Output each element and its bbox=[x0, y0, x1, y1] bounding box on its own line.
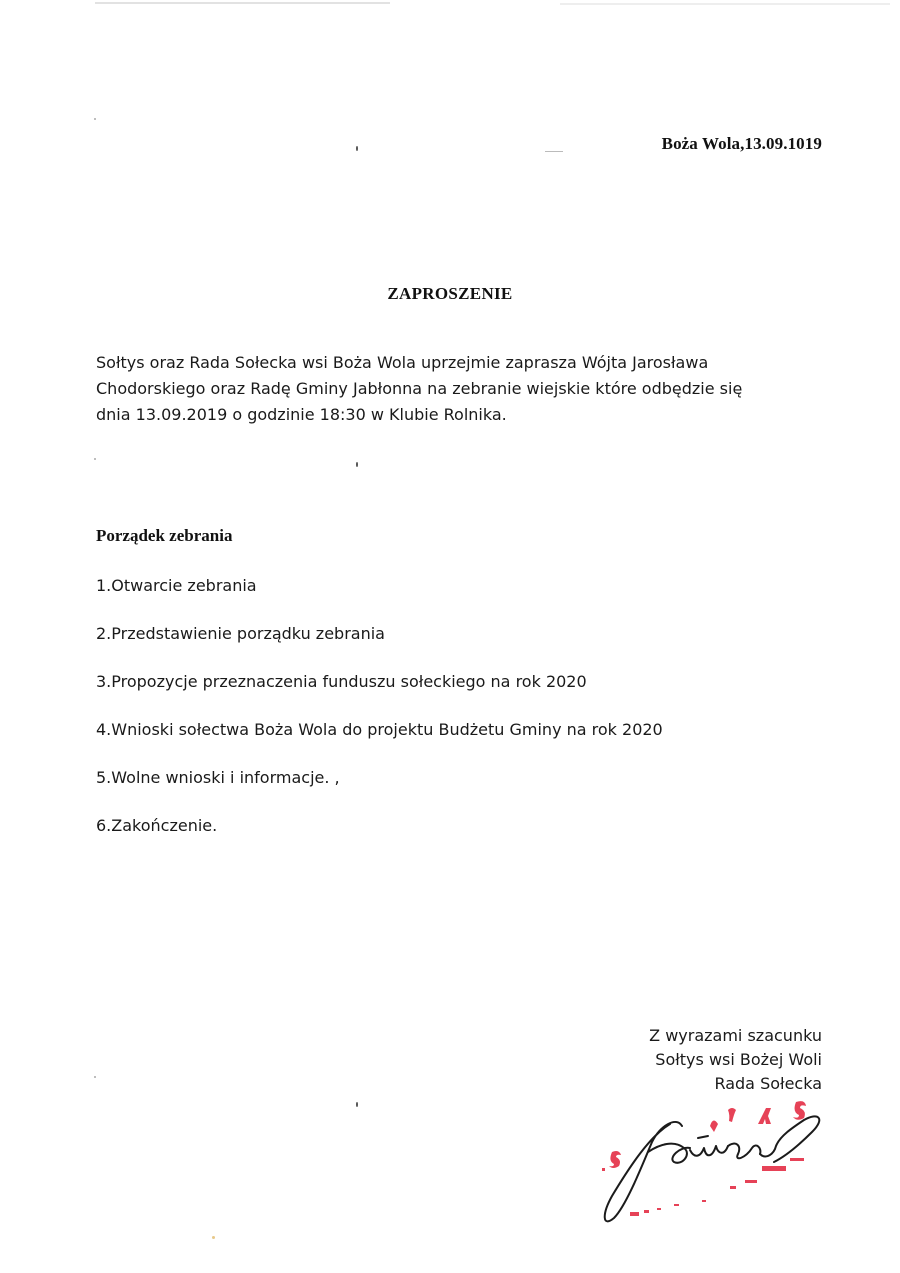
scan-speck bbox=[356, 1102, 358, 1107]
closing-line: Rada Sołecka bbox=[714, 1074, 822, 1093]
invitation-line: Sołtys oraz Rada Sołecka wsi Boża Wola uprzejmie zaprasza Wójta Jarosława bbox=[96, 353, 709, 372]
agenda-heading: Porządek zebrania bbox=[96, 526, 233, 545]
invitation-line: dnia 13.09.2019 o godzinie 18:30 w Klubie Rolnika. bbox=[96, 405, 507, 424]
agenda-item: 2.Przedstawienie porządku zebrania bbox=[96, 624, 385, 643]
closing-line: Sołtys wsi Bożej Woli bbox=[655, 1050, 822, 1069]
document-title: ZAPROSZENIE bbox=[387, 284, 513, 303]
agenda-item: 1.Otwarcie zebrania bbox=[96, 576, 257, 595]
scan-speck bbox=[212, 1236, 215, 1239]
agenda-item: 5.Wolne wnioski i informacje. , bbox=[96, 768, 340, 787]
closing-line: Z wyrazami szacunku bbox=[649, 1026, 822, 1045]
place-date: Boża Wola,13.09.1019 bbox=[661, 134, 822, 153]
scan-edge-shadow bbox=[0, 0, 900, 10]
agenda-item: 6.Zakończenie. bbox=[96, 816, 218, 835]
invitation-text bbox=[96, 350, 816, 428]
scan-speck bbox=[94, 458, 96, 460]
scan-speck bbox=[356, 146, 358, 151]
agenda-item: 3.Propozycje przeznaczenia funduszu sołeckiego na rok 2020 bbox=[96, 672, 587, 691]
handwritten-signature bbox=[605, 1116, 820, 1221]
agenda-item: 4.Wnioski sołectwa Boża Wola do projektu Budżetu Gminy na rok 2020 bbox=[96, 720, 663, 739]
scan-speck bbox=[356, 462, 358, 467]
soltys-stamp bbox=[602, 1101, 806, 1216]
scan-speck bbox=[94, 118, 96, 120]
invitation-line: Chodorskiego oraz Radę Gminy Jabłonna na zebranie wiejskie które odbędzie się bbox=[96, 379, 743, 398]
closing-block bbox=[649, 1024, 822, 1096]
signature-with-stamp bbox=[590, 1096, 830, 1232]
agenda-list bbox=[96, 573, 663, 861]
scan-speck bbox=[94, 1076, 96, 1078]
scan-speck bbox=[545, 151, 563, 152]
